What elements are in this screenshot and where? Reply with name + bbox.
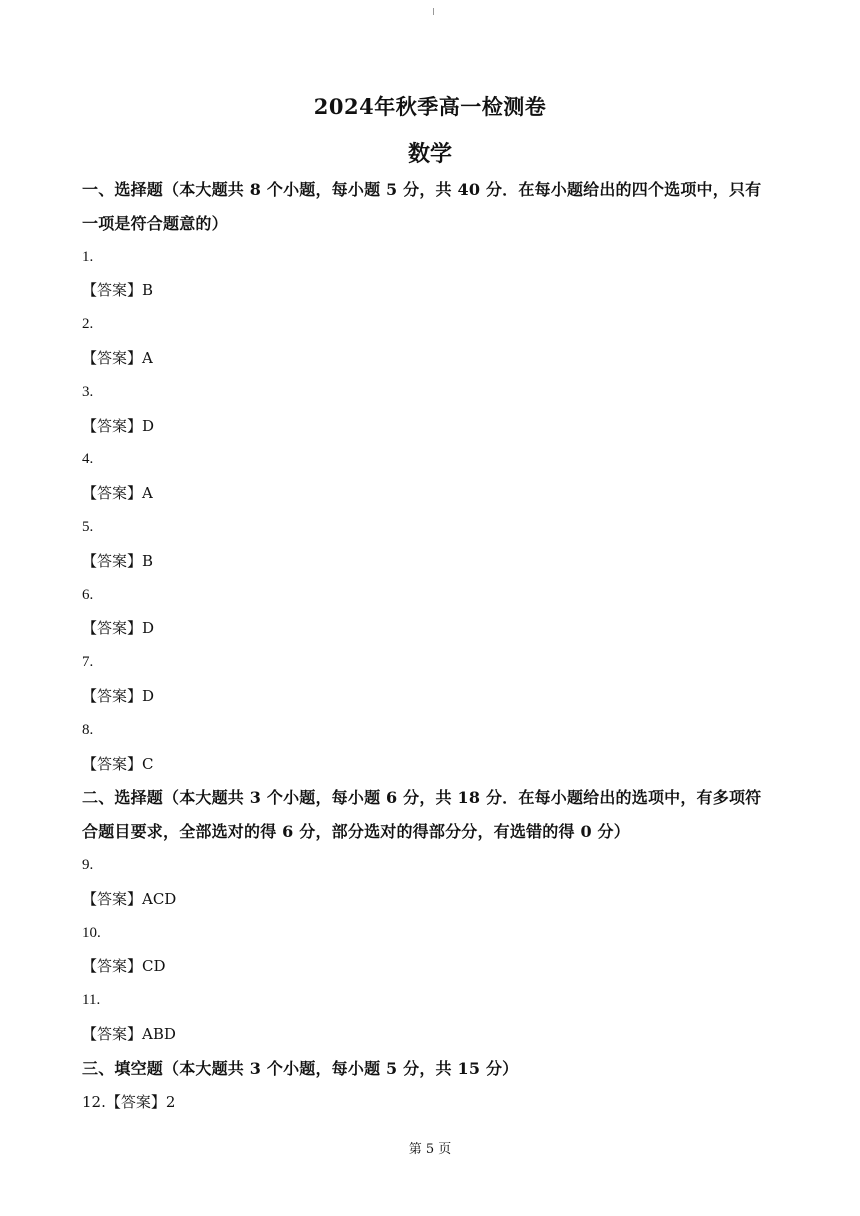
question-number: 5. bbox=[82, 518, 94, 535]
answer-line: 【答案】B bbox=[82, 281, 154, 300]
question-number: 4. bbox=[82, 451, 94, 468]
question-number: 10. bbox=[82, 924, 101, 941]
section-1-heading-line-2: 一项是符合题意的） bbox=[82, 213, 228, 233]
question-number: 6. bbox=[82, 586, 94, 603]
question-number: 8. bbox=[82, 721, 94, 738]
section-2-heading-line-1: 二、选择题（本大题共 3 个小题，每小题 6 分，共 18 分．在每小题给出的选项中，有多项符 bbox=[82, 788, 762, 808]
question-number: 9. bbox=[82, 856, 94, 873]
subject-title: 数学 bbox=[407, 141, 452, 167]
question-number: 7. bbox=[82, 654, 94, 671]
answer-line: 【答案】ABD bbox=[82, 1024, 176, 1043]
section-1-heading-line-1: 一、选择题（本大题共 8 个小题，每小题 5 分，共 40 分．在每小题给出的四个选项中，只有 bbox=[82, 180, 762, 199]
question-number: 2. bbox=[82, 316, 94, 333]
answer-line: 【答案】C bbox=[82, 754, 154, 773]
section-3-heading: 三、填空题（本大题共 3 个小题，每小题 5 分，共 15 分） bbox=[82, 1058, 519, 1078]
section-2-heading-line-2: 合题目要求，全部选对的得 6 分，部分选对的得部分分，有选错的得 0 分） bbox=[82, 822, 630, 842]
page-title: 2024年秋季高一检测卷 bbox=[313, 94, 547, 119]
question-number: 11. bbox=[82, 992, 101, 1009]
answer-line-12: 12.【答案】2 bbox=[82, 1092, 176, 1111]
answer-line: 【答案】D bbox=[82, 619, 155, 638]
answer-line: 【答案】D bbox=[82, 416, 155, 435]
answer-line: 【答案】ACD bbox=[82, 889, 177, 908]
page-footer: 第 5 页 bbox=[408, 1142, 452, 1157]
question-number: 3. bbox=[82, 383, 94, 400]
answer-line: 【答案】B bbox=[82, 551, 154, 570]
header-mark bbox=[433, 8, 434, 15]
answer-line: 【答案】D bbox=[82, 686, 155, 705]
answer-list bbox=[82, 176, 782, 1122]
answer-line: 【答案】A bbox=[82, 484, 153, 503]
answer-line: 【答案】CD bbox=[82, 957, 166, 976]
answer-line: 【答案】A bbox=[82, 348, 153, 367]
question-number: 1. bbox=[82, 248, 94, 265]
